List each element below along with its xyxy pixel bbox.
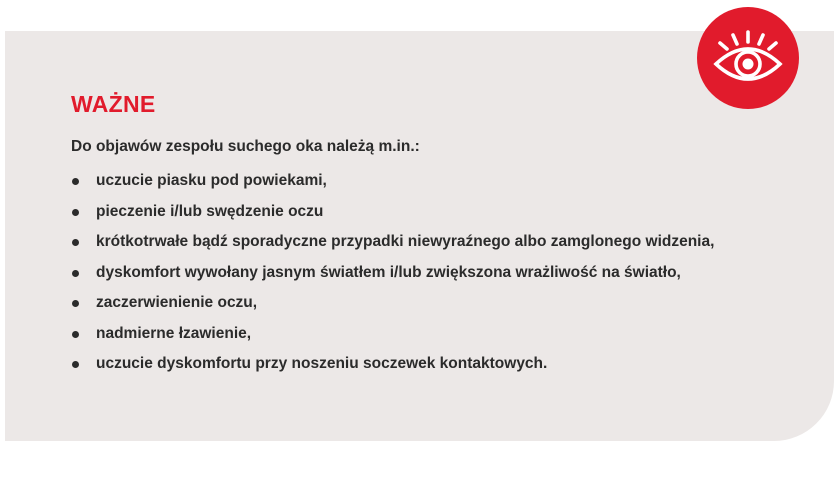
bullet-icon [72, 361, 79, 368]
list-item [71, 258, 714, 289]
list-item-text: pieczenie i/lub swędzenie oczu [96, 202, 324, 220]
bullet-icon [72, 300, 79, 307]
list-item-text: uczucie dyskomfortu przy noszeniu soczewek kontaktowych. [96, 355, 548, 372]
list-item [71, 166, 714, 197]
list-item-text: krótkotrwałe bądź sporadyczne przypadki niewyraźnego albo zamglonego widzenia, [96, 233, 715, 250]
bullet-icon [72, 209, 79, 216]
bullet-icon [72, 178, 79, 185]
bullet-icon [72, 331, 79, 338]
list-item-text: uczucie piasku pod powiekami, [96, 172, 327, 189]
list-item [71, 197, 714, 228]
bullet-icon [72, 270, 79, 277]
page-title: WAŻNE [71, 91, 156, 117]
intro-text: Do objawów zespołu suchego oka należą m.in.: [71, 138, 420, 155]
list-item [71, 227, 714, 258]
eye-icon [702, 12, 794, 104]
list-item-text: nadmierne łzawienie, [96, 324, 252, 342]
list-item-text: dyskomfort wywołany jasnym światłem i/lub zwiększona wrażliwość na światło, [96, 263, 681, 281]
list-item [71, 288, 714, 319]
list-item [71, 349, 714, 380]
list-item-text: zaczerwienienie oczu, [96, 294, 258, 311]
list-item [71, 319, 714, 350]
bullet-icon [72, 239, 79, 246]
symptom-list [71, 166, 714, 380]
eye-badge [697, 7, 799, 109]
